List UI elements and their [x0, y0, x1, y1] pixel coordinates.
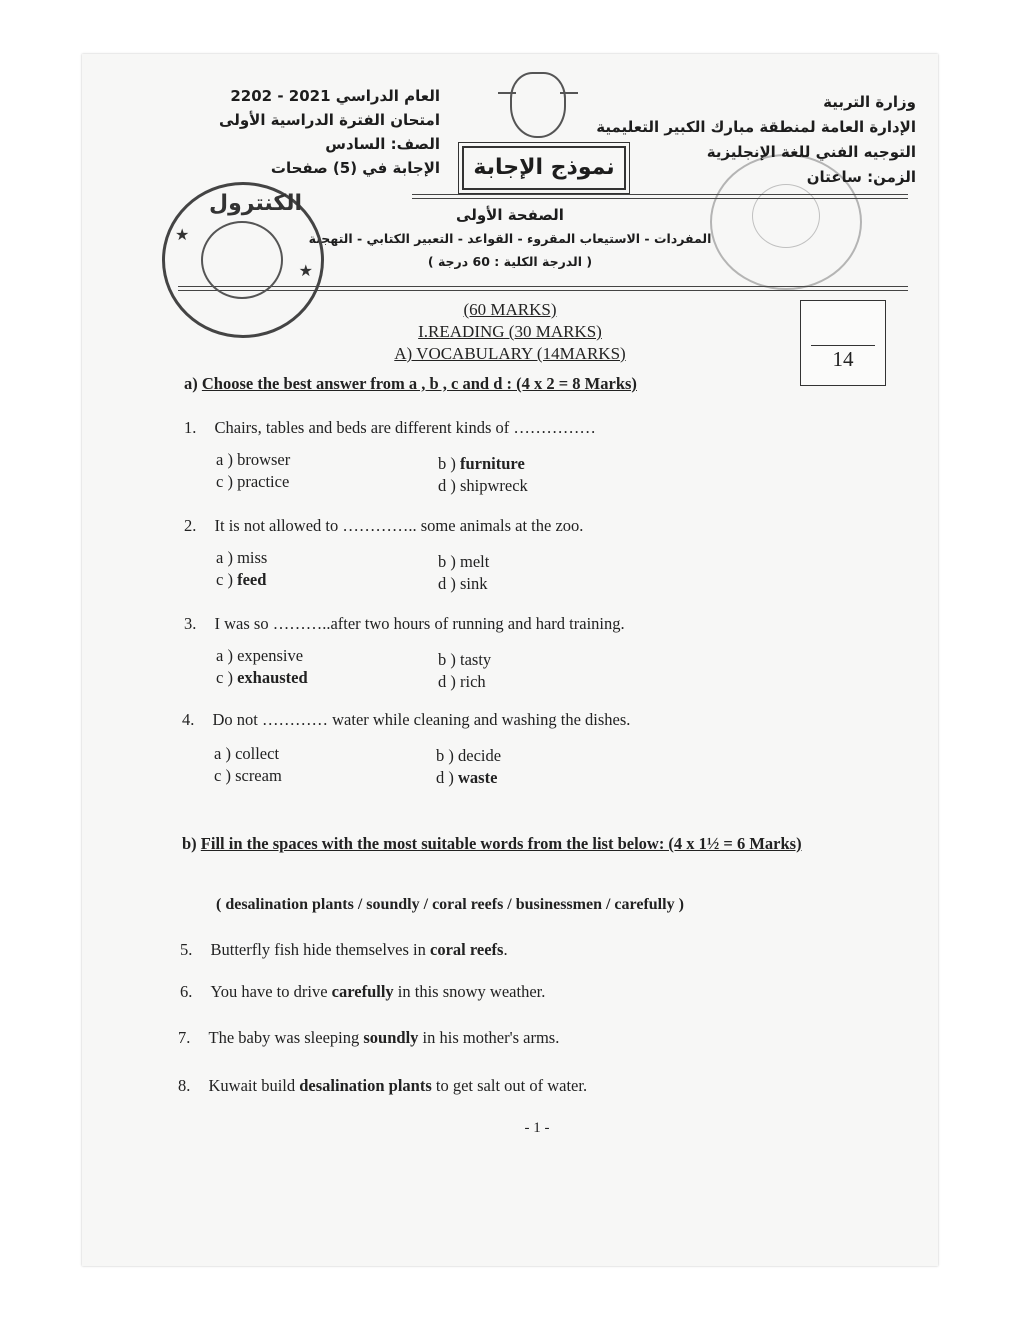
emblem-wing-right: [560, 92, 578, 104]
sentence-before: Kuwait build: [208, 1076, 300, 1095]
score-divider: [811, 345, 875, 346]
option-a: a ) miss: [216, 548, 268, 567]
option-b: b ) decide: [436, 746, 502, 765]
header-rule-double: [412, 198, 908, 199]
word-list: ( desalination plants / soundly / coral reefs / businessmen / carefully ): [216, 896, 684, 913]
section-b-instruction: [182, 834, 802, 854]
supervision-name: التوجيه الفني للغة الإنجليزية: [706, 143, 916, 161]
page-number: - 1 -: [524, 1120, 550, 1136]
option-label: c ): [216, 668, 238, 687]
fill-answer: soundly: [363, 1028, 419, 1047]
emblem-wing-left: [498, 92, 516, 104]
grade-level: الصف: السادس: [325, 135, 440, 153]
sentence-after: in his mother's arms.: [418, 1028, 560, 1047]
sentence-number: 5.: [180, 940, 193, 959]
question-2: [184, 516, 583, 536]
correct-answer: waste: [458, 768, 498, 787]
option-c: c ) practice: [216, 472, 290, 491]
correct-answer: furniture: [460, 454, 525, 473]
question-number: 3.: [184, 614, 197, 633]
ministry-name: وزارة التربية: [823, 93, 916, 111]
vocabulary-title: A) VOCABULARY (14MARKS): [394, 344, 626, 363]
option-c: [216, 570, 266, 590]
option-a: a ) collect: [214, 744, 280, 763]
district-name: الإدارة العامة لمنطقة مبارك الكبير التعليمية: [596, 118, 916, 136]
header-right: [596, 90, 916, 190]
option-d: [436, 768, 497, 788]
option-b: [438, 454, 525, 474]
section-b-text: Fill in the spaces with the most suitable words from the list below: (4 x 1½ = 6 Marks): [200, 834, 802, 853]
fill-sentence-6: [180, 982, 545, 1002]
option-c: c ) scream: [214, 766, 282, 785]
option-label: b ): [438, 454, 460, 473]
sentence-before: The baby was sleeping: [208, 1028, 364, 1047]
stamp-star-icon: ★: [175, 227, 190, 244]
fill-answer: carefully: [331, 982, 394, 1001]
question-text: I was so ………..after two hours of running and hard training.: [214, 614, 625, 633]
fill-sentence-5: [180, 940, 508, 960]
fill-sentence-8: [178, 1076, 587, 1096]
score-value: 14: [832, 347, 854, 371]
reading-title: I.READING (30 MARKS): [418, 322, 602, 341]
exam-paper: [82, 54, 938, 1266]
question-1: [184, 418, 596, 438]
fill-answer: coral reefs: [430, 940, 504, 959]
page-title: الصفحة الأولى: [456, 206, 564, 224]
fill-answer: desalination plants: [299, 1076, 432, 1095]
section-a-text: Choose the best answer from a , b , c and d : (4 x 2 = 8 Marks): [201, 374, 637, 393]
header-rule: [412, 194, 908, 195]
header-left: [220, 84, 440, 180]
option-d: d ) shipwreck: [438, 476, 528, 495]
question-text: It is not allowed to ………….. some animals at the zoo.: [214, 516, 584, 535]
sentence-before: Butterfly fish hide themselves in: [210, 940, 431, 959]
exam-time: الزمن: ساعتان: [806, 168, 916, 186]
option-label: c ): [216, 570, 238, 589]
exam-period: امتحان الفترة الدراسية الأولى: [219, 111, 440, 129]
total-grade: ( الدرجة الكلية : 60 درجة ): [427, 254, 593, 269]
option-d: d ) sink: [438, 574, 488, 593]
question-text: Chairs, tables and beds are different kinds of ……………: [214, 418, 596, 437]
option-b: b ) tasty: [438, 650, 492, 669]
question-number: 4.: [182, 710, 195, 729]
page-topics: المفردات - الاستيعاب المقروء - القواعد - التعبير الكتابي - التهجئة: [308, 231, 712, 246]
option-a: a ) browser: [216, 450, 291, 469]
question-4: [182, 710, 630, 730]
section-a-prefix: a): [184, 374, 198, 393]
question-number: 1.: [184, 418, 197, 437]
sentence-number: 8.: [178, 1076, 191, 1095]
sentence-after: .: [503, 940, 508, 959]
option-label: d ): [436, 768, 458, 787]
section-a-instruction: [184, 374, 637, 394]
stamp-label: الكنترول: [209, 191, 303, 216]
control-stamp-inner: [201, 221, 283, 299]
answer-model-box: نموذج الإجابة: [462, 146, 626, 190]
fill-sentence-7: [178, 1028, 559, 1048]
correct-answer: feed: [237, 570, 267, 589]
option-b: b ) melt: [438, 552, 490, 571]
sentence-before: You have to drive: [210, 982, 332, 1001]
section-b-prefix: b): [182, 834, 197, 853]
total-marks: (60 MARKS): [463, 300, 557, 319]
question-text: Do not ………… water while cleaning and washing the dishes.: [212, 710, 631, 729]
sentence-after: to get salt out of water.: [431, 1076, 588, 1095]
sentence-number: 7.: [178, 1028, 191, 1047]
question-number: 2.: [184, 516, 197, 535]
stamp-star-icon: ★: [298, 263, 313, 280]
correct-answer: exhausted: [237, 668, 308, 687]
score-box: [800, 300, 886, 386]
sentence-number: 6.: [180, 982, 193, 1001]
page-count: الإجابة في (5) صفحات: [270, 159, 440, 177]
option-d: d ) rich: [438, 672, 486, 691]
academic-year: العام الدراسي 2021 - 2202: [230, 87, 440, 105]
kuwait-emblem-icon: [510, 72, 566, 138]
sentence-after: in this snowy weather.: [393, 982, 546, 1001]
question-3: [184, 614, 625, 634]
option-c: [216, 668, 308, 688]
option-a: a ) expensive: [216, 646, 304, 665]
